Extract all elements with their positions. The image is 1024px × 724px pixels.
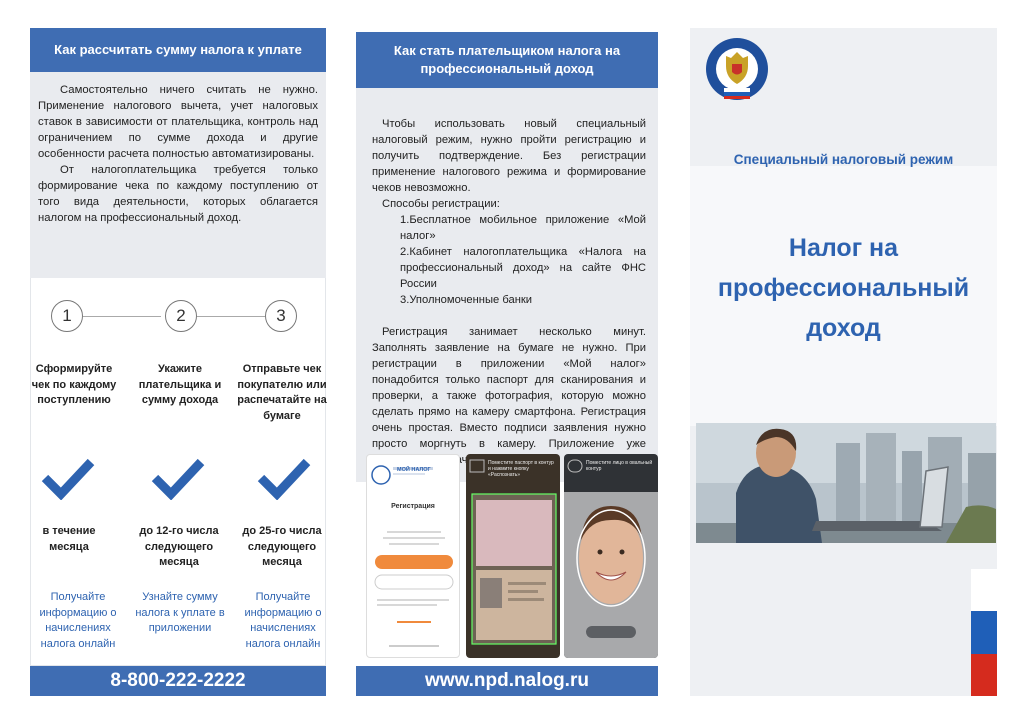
checkmark-icon xyxy=(257,456,311,500)
registration-screen-illustration xyxy=(367,455,460,658)
app-screenshots xyxy=(366,454,652,658)
left-panel xyxy=(30,28,326,696)
method-item-app: 1.Бесплатное мобильное приложение «Мой налог» xyxy=(400,214,646,242)
phone-screen-selfie xyxy=(564,454,658,658)
phone-screen-registration xyxy=(366,454,460,658)
cover-subtitle: Специальный налоговый режим xyxy=(733,152,954,167)
face-instruction: Поместите лицо в овальный контур xyxy=(586,460,653,472)
cover-panel xyxy=(690,28,997,696)
left-para-2: От налогоплательщика требуется только формирование чека по каждому поступлению от того вида деятельности, которых облагается налогом на профессиональный доход. xyxy=(38,164,318,224)
step-connector-line xyxy=(83,316,161,317)
step-info-2: Узнайте сумму налога к уплате в приложении xyxy=(135,591,225,634)
method-item-banks: 3.Уполномоченные банки xyxy=(400,294,533,306)
step-number-3: 3 xyxy=(265,300,297,332)
cover-photo xyxy=(696,423,996,543)
step-deadline-2: до 12-го числа следующего месяца xyxy=(139,525,219,568)
middle-panel-text xyxy=(356,88,658,482)
checkmark-icon xyxy=(151,456,205,500)
steps-area xyxy=(30,278,326,666)
step-info-1: Получайте информацию о начислениях налога онлайн xyxy=(39,591,117,650)
intro-text: Чтобы использовать новый специальный налоговый режим, нужно пройти регистрацию и получить подтверждение. Без регистрации применение налогового режима и формирование чеков невозможно. xyxy=(372,118,646,194)
face-capture-illustration xyxy=(564,454,658,658)
step-title-3: Отправьте чек покупателю или распечатайте на бумаге xyxy=(237,363,327,422)
registration-screen-title: Регистрация xyxy=(391,503,435,510)
step-connector-line xyxy=(197,316,265,317)
cover-title: Налог на профессиональный доход xyxy=(717,234,970,342)
left-para-1: Самостоятельно ничего считать не нужно. Применение налогового вычета, учет налоговых ставок в зависимости от плательщика, контроль над ограничением по сумме дохода и другие особенности расчета полностью автоматизированы. xyxy=(38,84,318,160)
fns-emblem-icon xyxy=(704,36,770,102)
checkmark-icon xyxy=(41,456,95,500)
step-deadline-1: в течение месяца xyxy=(42,525,96,553)
step-title-2: Укажите плательщика и сумму дохода xyxy=(138,363,222,406)
step-deadline-3: до 25-го числа следующего месяца xyxy=(242,525,322,568)
app-name-label: МОЙ НАЛОГ xyxy=(397,467,431,473)
phone-screen-passport xyxy=(466,454,560,658)
passport-scan-illustration xyxy=(466,454,560,658)
middle-panel xyxy=(356,28,658,696)
middle-panel-header: Как стать плательщиком налога на профессиональный доход xyxy=(356,32,658,88)
step-number-1: 1 xyxy=(51,300,83,332)
left-panel-header: Как рассчитать сумму налога к уплате xyxy=(30,28,326,72)
step-info-3: Получайте информацию о начислениях налога онлайн xyxy=(244,591,322,650)
methods-title: Способы регистрации: xyxy=(382,198,500,210)
passport-instruction: Поместите паспорт в контур и нажмите кнопку «Распознать» xyxy=(488,460,554,478)
russian-flag-stripe xyxy=(971,569,997,696)
step-title-1: Сформируйте чек по каждому поступлению xyxy=(31,363,117,406)
website-link[interactable]: www.npd.nalog.ru xyxy=(356,666,658,696)
hotline-phone[interactable]: 8-800-222-2222 xyxy=(30,666,326,696)
registration-text: Регистрация занимает несколько минут. Заполнять заявление на бумаге не нужно. При регистрации в приложении «Мой налог» понадобится только паспорт для сканирования и проверки, а также фотография, которую можно сделать прямо на камеру смартфона. Регистрация очень простая. Вместо подписи заявления нужно просто моргнуть в камеру. Приложение уже xyxy=(372,326,646,450)
method-item-cabinet: 2.Кабинет налогоплательщика «Налога на профессиональный доход» на сайте ФНС России xyxy=(400,246,646,290)
left-panel-text xyxy=(30,72,326,278)
step-number-2: 2 xyxy=(165,300,197,332)
